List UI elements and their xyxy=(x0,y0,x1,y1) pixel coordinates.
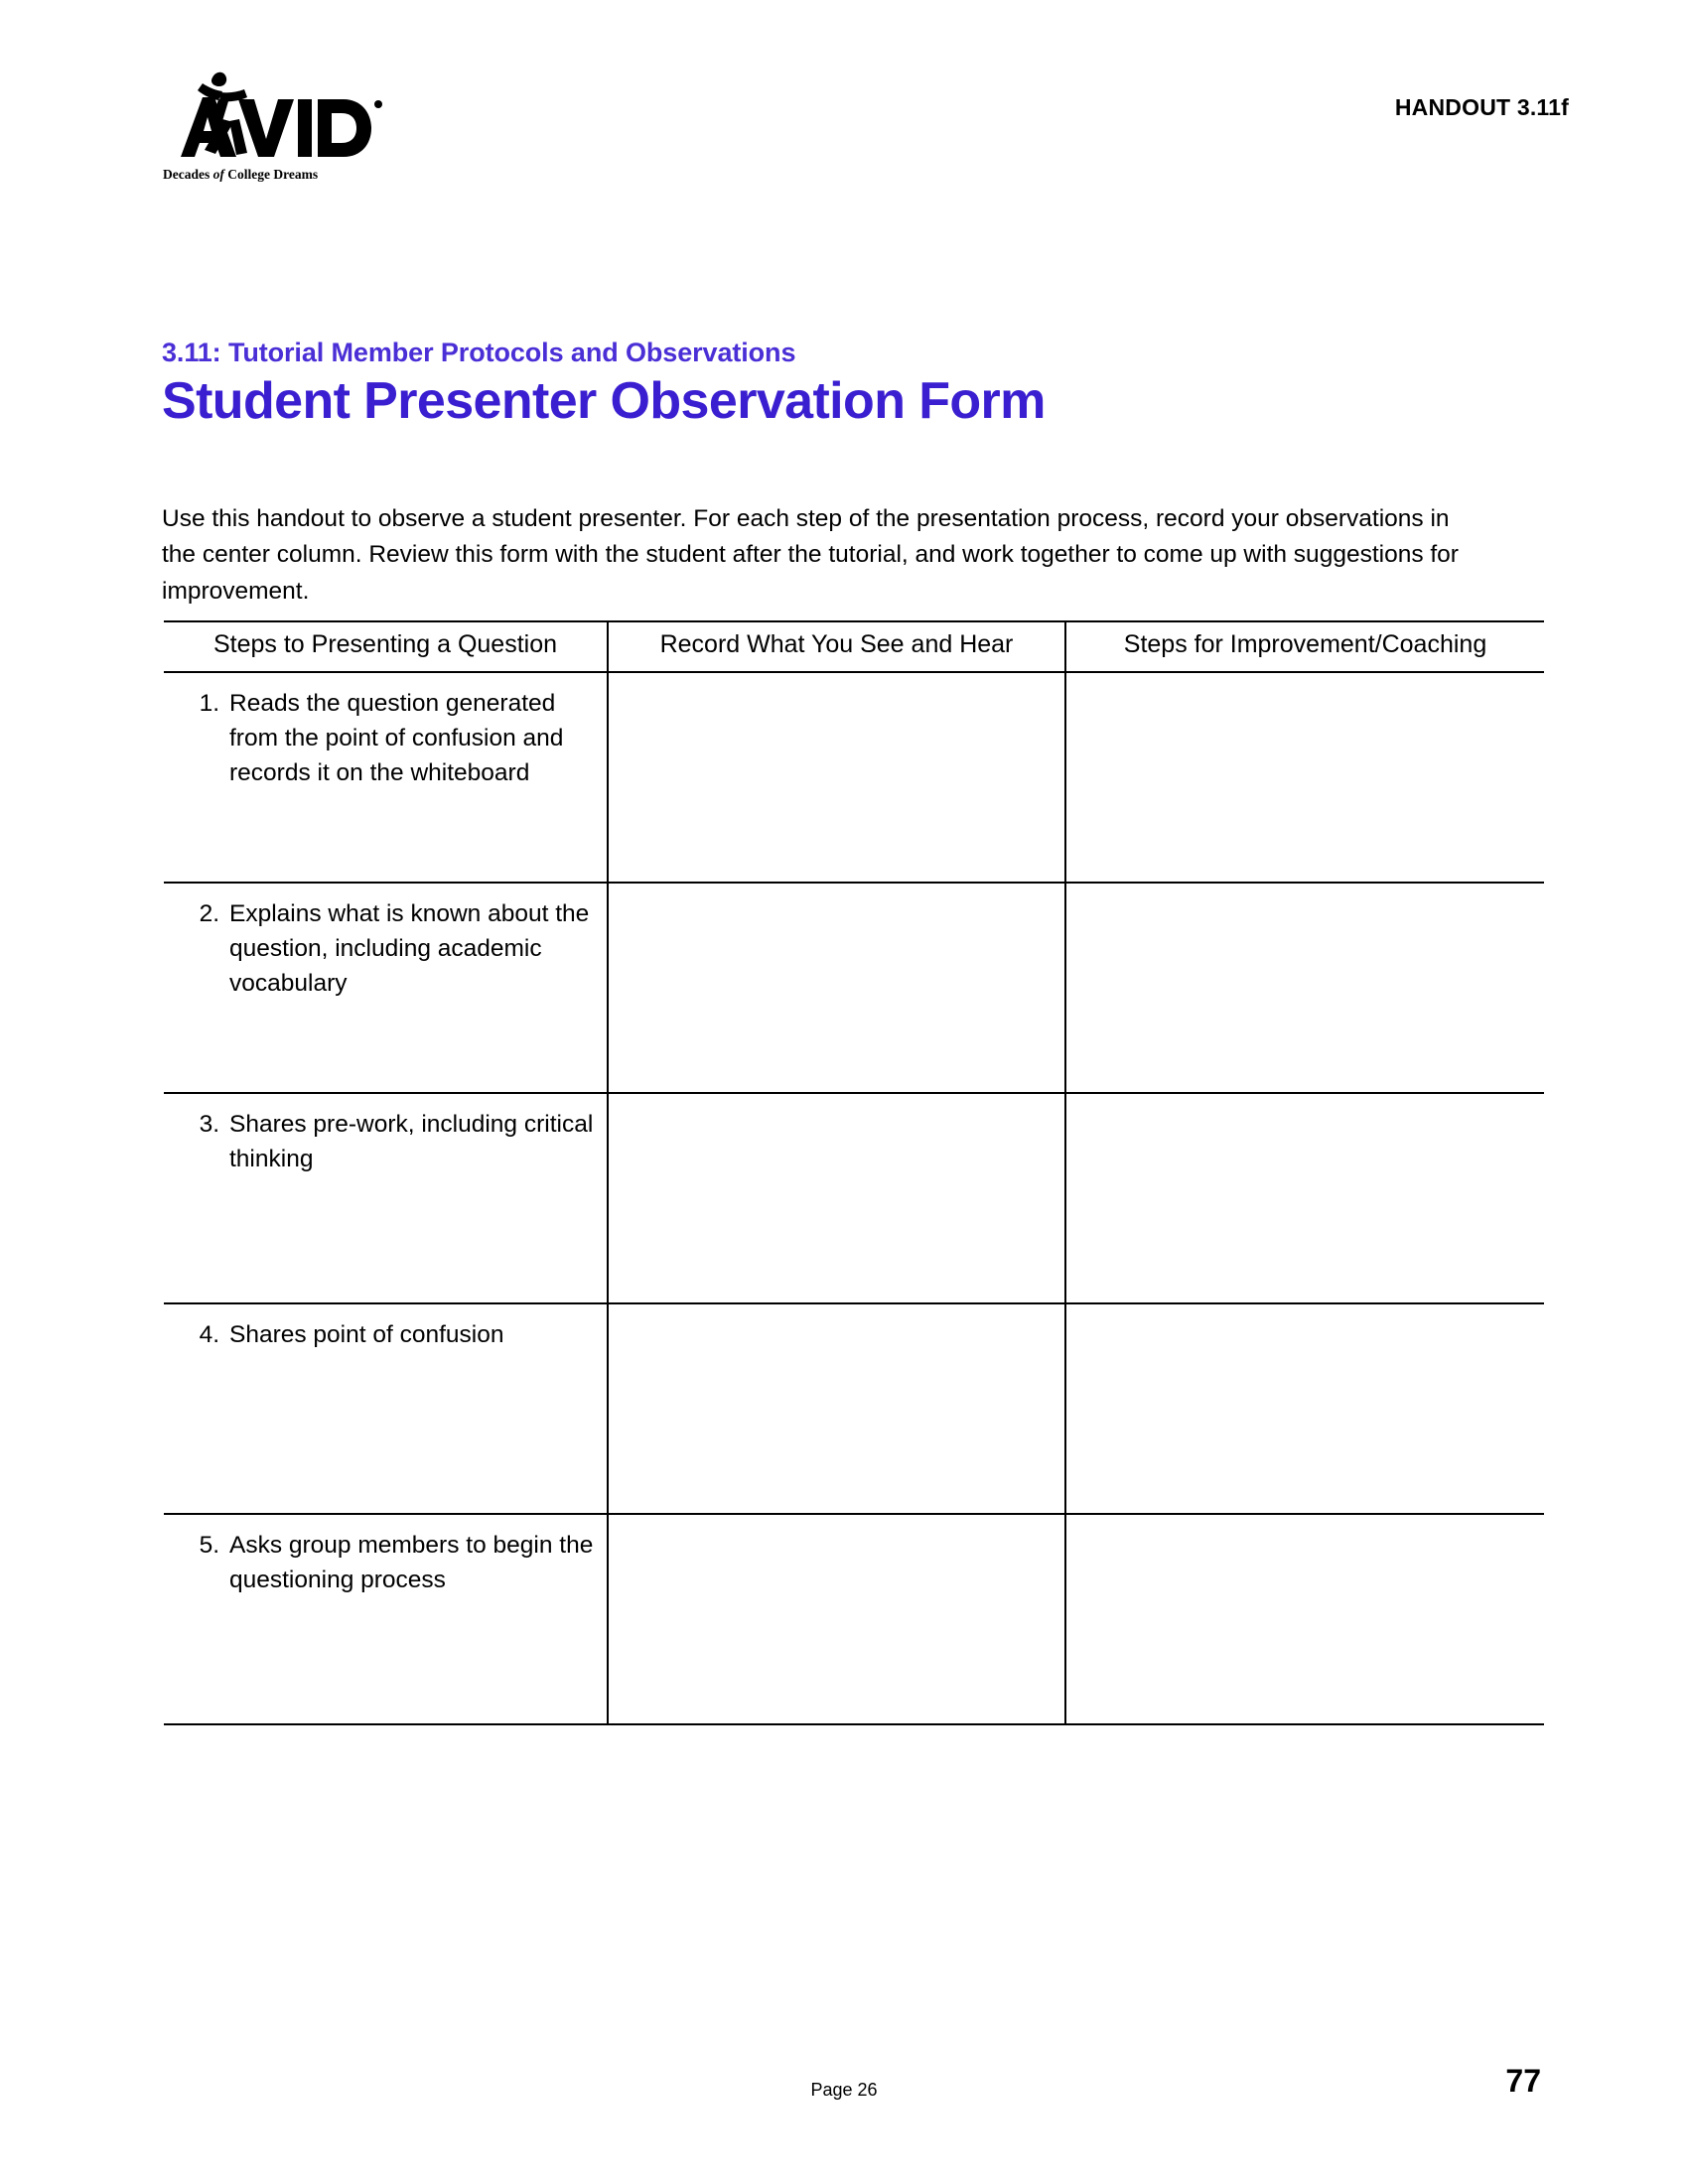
step-text: Reads the question generated from the point of confusion and records it on the whiteboard xyxy=(229,690,564,786)
record-cell[interactable] xyxy=(608,1093,1065,1303)
record-cell[interactable] xyxy=(608,1303,1065,1514)
avid-logo xyxy=(159,60,387,189)
record-blank-area[interactable] xyxy=(609,1515,1064,1723)
handout-code: HANDOUT 3.11f xyxy=(1394,94,1569,120)
improvement-cell[interactable] xyxy=(1065,672,1544,883)
record-blank-area[interactable] xyxy=(609,673,1064,882)
step-number: 3. xyxy=(199,1111,219,1138)
step-cell xyxy=(164,1093,608,1303)
observation-table-wrap xyxy=(164,620,1544,1725)
section-eyebrow: 3.11: Tutorial Member Protocols and Observations xyxy=(162,338,796,367)
step-text: Shares point of confusion xyxy=(229,1321,504,1348)
step-number: 5. xyxy=(199,1532,219,1559)
step-text: Asks group members to begin the questioning process xyxy=(229,1532,594,1593)
table-row xyxy=(164,1093,1544,1303)
observation-table xyxy=(164,620,1544,1725)
footer-page-label: Page 26 xyxy=(810,2080,878,2100)
improvement-blank-area[interactable] xyxy=(1066,884,1544,1092)
improvement-cell[interactable] xyxy=(1065,1514,1544,1724)
column-header-record: Record What You See and Hear xyxy=(608,621,1065,672)
page-title: Student Presenter Observation Form xyxy=(162,372,1046,430)
column-header-steps: Steps to Presenting a Question xyxy=(164,621,608,672)
record-blank-area[interactable] xyxy=(609,884,1064,1092)
table-row xyxy=(164,883,1544,1093)
record-cell[interactable] xyxy=(608,1514,1065,1724)
improvement-blank-area[interactable] xyxy=(1066,1094,1544,1302)
step-number: 1. xyxy=(199,690,219,717)
record-cell[interactable] xyxy=(608,883,1065,1093)
improvement-blank-area[interactable] xyxy=(1066,1515,1544,1723)
folio-number: 77 xyxy=(1505,2063,1541,2099)
intro-paragraph: Use this handout to observe a student presenter. For each step of the presentation process, record your observations in the center column. Review this form with the student after the tutorial, and work together to come up with suggestions for improvement. xyxy=(162,505,1459,605)
improvement-blank-area[interactable] xyxy=(1066,673,1544,882)
page-header xyxy=(149,60,1569,189)
step-cell xyxy=(164,672,608,883)
improvement-cell[interactable] xyxy=(1065,1093,1544,1303)
improvement-cell[interactable] xyxy=(1065,883,1544,1093)
step-text: Explains what is known about the question, including academic vocabulary xyxy=(229,900,590,997)
step-cell xyxy=(164,1514,608,1724)
table-row xyxy=(164,1303,1544,1514)
step-cell xyxy=(164,883,608,1093)
table-row xyxy=(164,672,1544,883)
improvement-blank-area[interactable] xyxy=(1066,1304,1544,1513)
table-header-row xyxy=(164,621,1544,672)
table-row xyxy=(164,1514,1544,1724)
step-cell xyxy=(164,1303,608,1514)
record-blank-area[interactable] xyxy=(609,1094,1064,1302)
step-number: 2. xyxy=(199,900,219,927)
title-block xyxy=(162,338,1552,429)
record-cell[interactable] xyxy=(608,672,1065,883)
step-text: Shares pre-work, including critical thinking xyxy=(229,1111,594,1172)
step-number: 4. xyxy=(199,1321,219,1348)
improvement-cell[interactable] xyxy=(1065,1303,1544,1514)
record-blank-area[interactable] xyxy=(609,1304,1064,1513)
column-header-improvement: Steps for Improvement/Coaching xyxy=(1065,621,1544,672)
svg-text:Decades of College Dreams: Decades of College Dreams xyxy=(163,167,319,182)
